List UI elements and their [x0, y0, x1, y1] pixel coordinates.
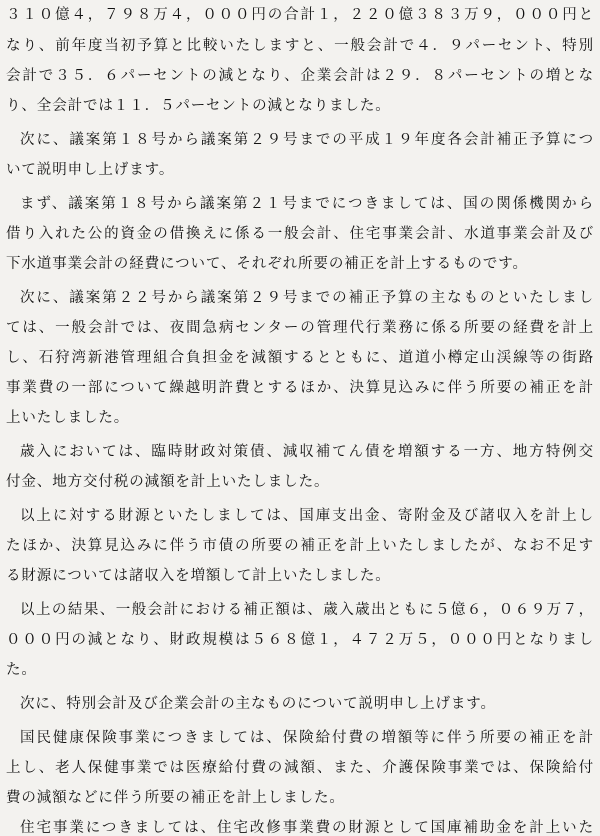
paragraph-start-line: 歳入においては、臨時財政対策債、減収補てん債を増額する一方、地方特例交 [20, 444, 594, 460]
text-line: 上いたしました。 [6, 410, 130, 426]
text-line: 付金、地方交付税の減額を計上いたしました。 [6, 474, 330, 490]
text-line: 借り入れた公的資金の借換えに係る一般会計、住宅事業会計、水道事業会計及び [6, 226, 594, 242]
text-line: ３１０億４，７９８万４，０００円の合計１，２２０億３８３万９，０００円と [6, 7, 594, 23]
paragraph-start-line: 以上の結果、一般会計における補正額は、歳入歳出ともに５億６，０６９万７， [20, 602, 594, 618]
text-line: ては、一般会計では、夜間急病センターの管理代行業務に係る所要の経費を計上 [6, 320, 594, 336]
text-line: 事業費の一部について繰越明許費とするほか、決算見込みに伴う所要の補正を計 [6, 380, 594, 396]
text-line: た。 [6, 662, 37, 678]
text-line: る財源については諸収入を増額して計上いたしました。 [6, 568, 391, 584]
text-line: いて説明申し上げます。 [6, 162, 175, 178]
paragraph-start-line: 次に、議案第１８号から議案第２９号までの平成１９年度各会計補正予算につ [20, 132, 594, 148]
text-line: り、全会計では１１．５パーセントの減となりました。 [6, 98, 391, 114]
paragraph-start-line: まず、議案第１８号から議案第２１号までにつきましては、国の関係機関から [20, 196, 594, 212]
text-line: 上し、老人保健事業では医療給付費の減額、また、介護保険事業では、保険給付 [6, 760, 594, 776]
paragraph-start-line: 次に、特別会計及び企業会計の主なものについて説明申し上げます。 [20, 696, 496, 712]
paragraph-start-line: 国民健康保険事業につきましては、保険給付費の増額等に伴う所要の補正を計 [20, 730, 594, 746]
text-line: なり、前年度当初予算と比較いたしますと、一般会計で４．９パーセント、特別 [6, 38, 594, 54]
paragraph-start-line: 次に、議案第２２号から議案第２９号までの補正予算の主なものといたしまし [20, 290, 594, 306]
text-line: 会計で３５．６パーセントの減となり、企業会計は２９．８パーセントの増とな [6, 68, 594, 84]
text-line: 費の減額などに伴う所要の補正を計上しました。 [6, 790, 345, 806]
text-line: ０００円の減となり、財政規模は５６８億１，４７２万５，０００円となりまし [6, 632, 594, 648]
paragraph-start-line: 以上に対する財源といたしましては、国庫支出金、寄附金及び諸収入を計上し [20, 508, 594, 524]
text-line: たほか、決算見込みに伴う市債の所要の補正を計上いたしましたが、なお不足す [6, 538, 594, 554]
text-line: 下水道事業会計の経費について、それぞれ所要の補正を計上するものです。 [6, 256, 528, 272]
text-line: し、石狩湾新港管理組合負担金を減額するとともに、道道小樽定山渓線等の街路 [6, 350, 594, 366]
paragraph-start-line: 住宅事業につきましては、住宅改修事業費の財源として国庫補助金を計上いた [20, 820, 594, 836]
